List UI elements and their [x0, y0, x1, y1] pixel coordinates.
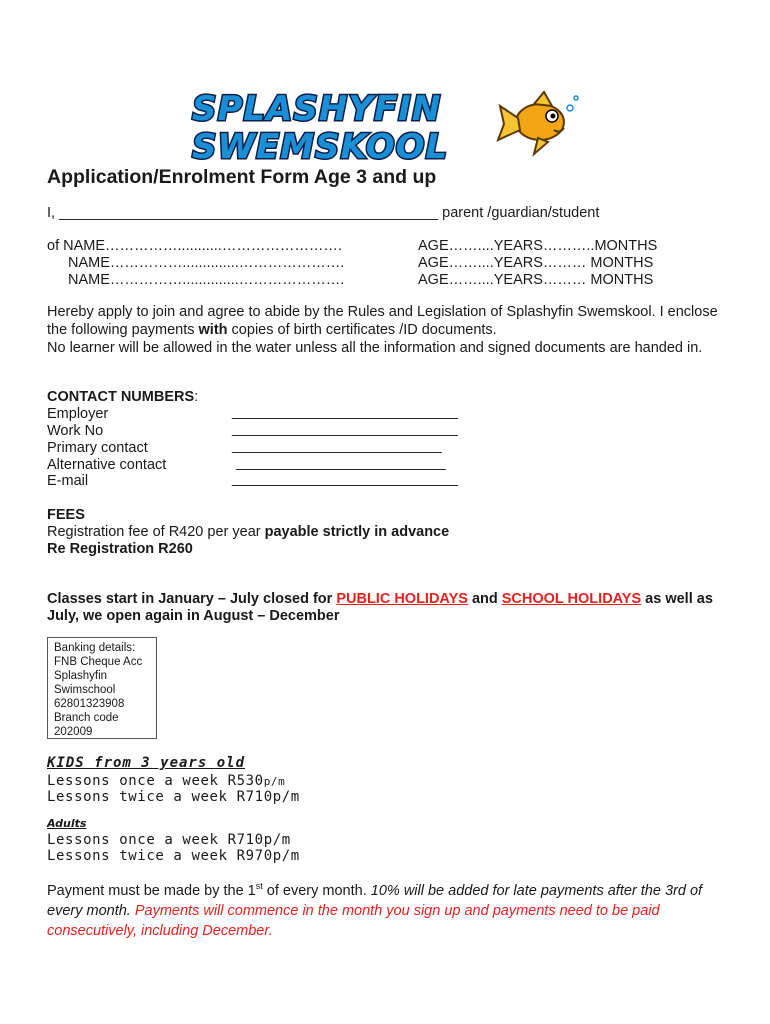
registration-fee-text: Registration fee of R420 per year — [47, 524, 265, 540]
age-field-1[interactable]: AGE……....YEARS………..MONTHS — [418, 238, 658, 254]
banking-line: 62801323908 — [54, 698, 125, 710]
declaration-bold: with — [198, 321, 228, 338]
payment-text: Payment must be made by the 1 — [47, 882, 256, 899]
contact-colon: : — [194, 389, 199, 405]
email-label: E-mail — [47, 473, 89, 489]
name-field-3[interactable]: NAME……………..............…………………. — [68, 272, 345, 288]
adults-twice-weekly: Lessons twice a week R970p/m — [47, 848, 300, 864]
guardian-name-blank[interactable]: _______________________________________________ — [59, 205, 439, 221]
late-payment-note: 10% will be added for late payments after the 3rd of every month. — [47, 882, 703, 919]
age-field-3[interactable]: AGE……....YEARS……… MONTHS — [418, 272, 654, 288]
classes-text: Classes start in January – July closed for — [47, 591, 337, 607]
kids-once-weekly — [47, 773, 285, 789]
payment-text-2: of every month. — [262, 882, 371, 899]
declaration-text: Hereby apply to join and agree to abide by the Rules and Legislation of Splashyfin Swemskool. I enclose the following payments — [47, 304, 718, 338]
payment-superscript: st — [255, 881, 263, 891]
primary-contact-field[interactable]: __________________________ — [232, 438, 442, 454]
work-no-label: Work No — [47, 423, 104, 439]
work-no-field[interactable]: ____________________________ — [232, 421, 458, 437]
alternative-contact-label: Alternative contact — [47, 457, 167, 473]
declaration-text-end: copies of birth certificates /ID documents. — [227, 321, 497, 338]
banking-line: 202009 — [54, 726, 93, 738]
guardian-line — [47, 205, 599, 221]
kids-once-text: Lessons once a week R530 — [47, 773, 264, 789]
fees-heading: FEES — [47, 507, 85, 523]
contact-heading — [47, 389, 198, 405]
school-logo — [188, 88, 583, 164]
page-title: Application/Enrolment Form Age 3 and up — [47, 166, 437, 188]
banking-line: FNB Cheque Acc — [54, 656, 143, 668]
age-field-2[interactable]: AGE……....YEARS……… MONTHS — [418, 255, 654, 271]
banking-details-box — [47, 637, 157, 739]
water-rule-paragraph: No learner will be allowed in the water unless all the information and signed documents are handed in. — [47, 340, 703, 356]
employer-label: Employer — [47, 406, 109, 422]
re-registration-fee: Re Registration R260 — [47, 541, 193, 557]
payment-commence-note: Payments will commence in the month you sign up and payments need to be paid consecutively, including December. — [47, 902, 660, 939]
kids-twice-weekly: Lessons twice a week R710p/m — [47, 789, 300, 805]
logo-line-1: SPLASHYFIN — [192, 89, 442, 129]
school-holidays-highlight: SCHOOL HOLIDAYS — [501, 591, 642, 607]
registration-fee — [47, 524, 449, 540]
employer-field[interactable]: ____________________________ — [232, 404, 458, 420]
payment-terms — [47, 876, 727, 941]
adults-heading: Adults — [47, 817, 87, 830]
kids-heading: KIDS from 3 years old — [47, 755, 246, 771]
guardian-suffix: parent /guardian/student — [438, 205, 600, 221]
contact-heading-text: CONTACT NUMBERS — [47, 389, 195, 405]
kids-once-unit: p/m — [263, 775, 286, 788]
classes-text-end: as well as July, we open again in August – December — [47, 591, 713, 624]
guardian-prefix: I, — [47, 205, 60, 221]
classes-and: and — [467, 591, 502, 607]
adults-once-weekly: Lessons once a week R710p/m — [47, 832, 291, 848]
banking-line: Branch code — [54, 712, 119, 724]
logo-line-2: SWEMSKOOL — [192, 127, 449, 164]
banking-line: Banking details: — [54, 642, 136, 654]
classes-notice — [47, 591, 727, 625]
alternative-contact-field[interactable]: __________________________ — [236, 455, 446, 471]
name-field-1[interactable]: of NAME……………...........……………………. — [47, 238, 342, 254]
banking-line: Splashyfin — [54, 670, 108, 682]
declaration-paragraph — [47, 304, 727, 339]
primary-contact-label: Primary contact — [47, 440, 148, 456]
email-field[interactable]: ____________________________ — [232, 471, 458, 487]
public-holidays-highlight: PUBLIC HOLIDAYS — [336, 591, 468, 607]
registration-fee-bold: payable strictly in advance — [264, 524, 450, 540]
fish-mascot-icon — [498, 92, 578, 154]
name-field-2[interactable]: NAME……………..............…………………. — [68, 255, 345, 271]
banking-line: Swimschool — [54, 684, 116, 696]
